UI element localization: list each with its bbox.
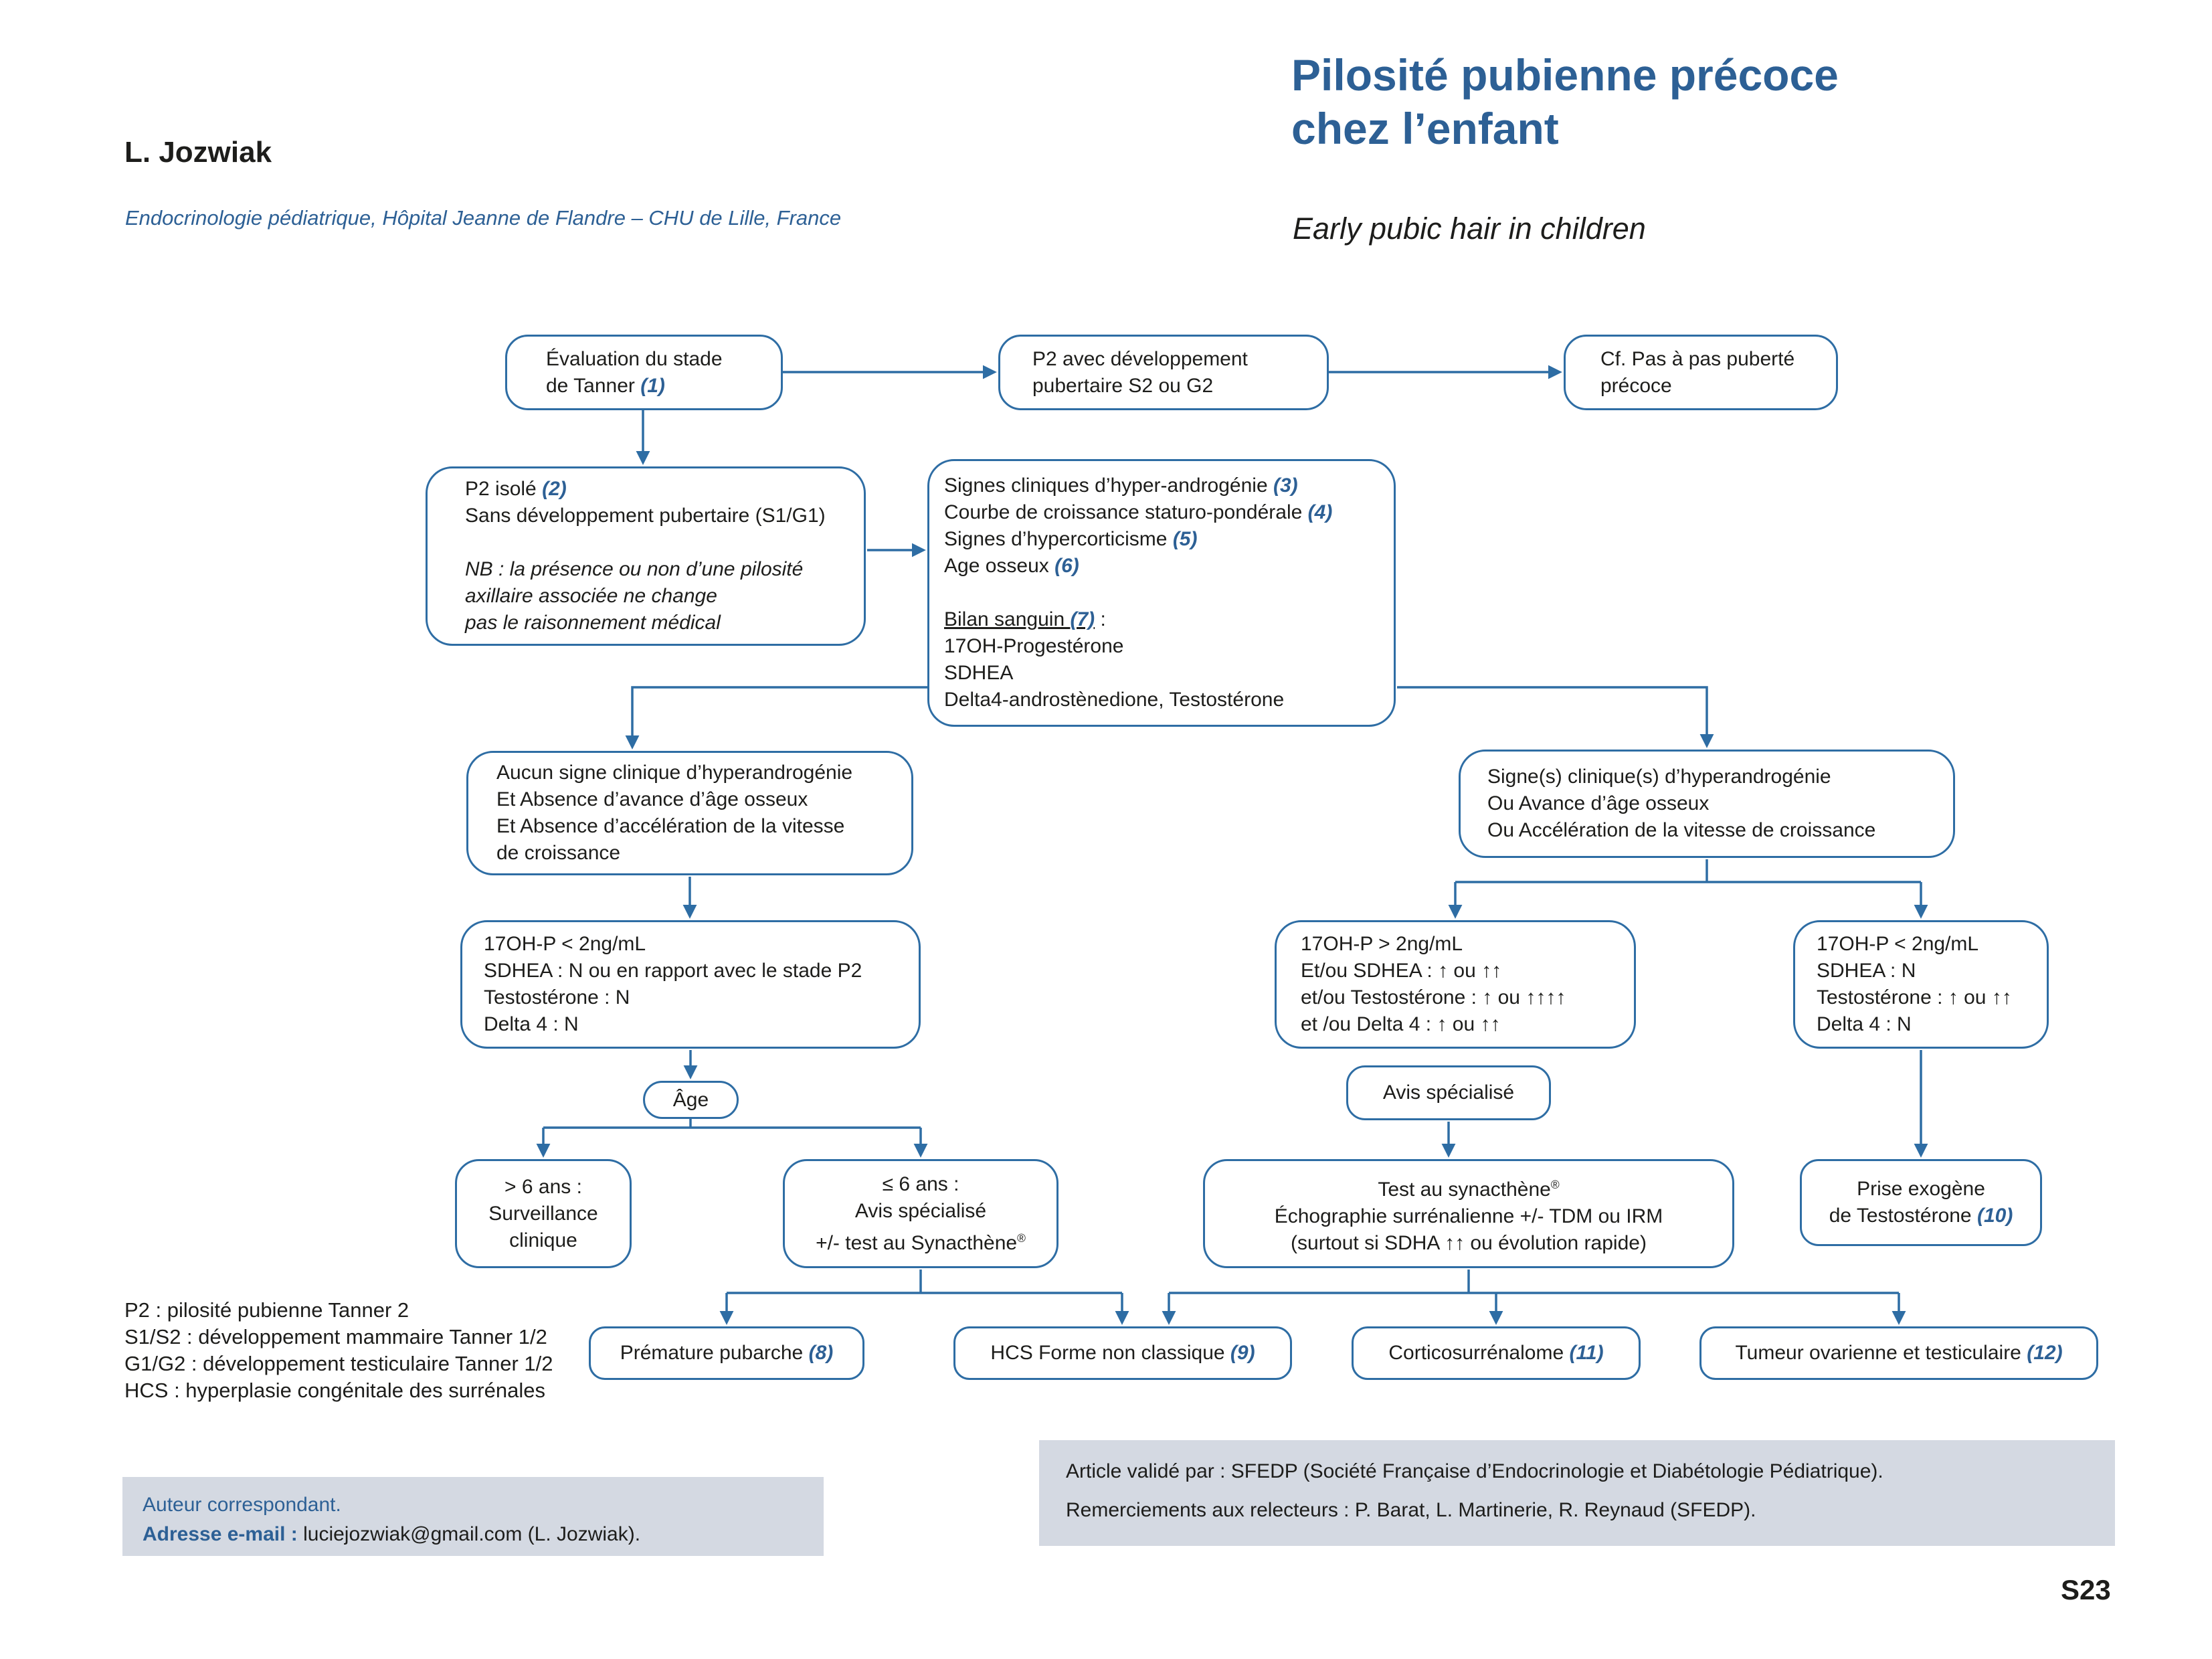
box-line <box>1817 984 2012 1011</box>
reference-number: (6) <box>1054 555 1079 577</box>
reference-number: (9) <box>1230 1342 1255 1364</box>
acknowledgements-line: Remerciements aux relecteurs : P. Barat, L. Martinerie, R. Reynaud (SFEDP). <box>1066 1499 1756 1521</box>
box-text: 17OH-Progestérone <box>944 635 1124 657</box>
reference-number: (5) <box>1172 528 1198 550</box>
box-line-bilan-sanguin <box>944 606 1106 633</box>
flow-box-testo-elevee <box>1793 920 2049 1049</box>
box-text: Age osseux <box>944 555 1055 577</box>
abbreviations-legend <box>124 1297 553 1404</box>
box-line <box>1817 958 1916 984</box>
box-line <box>944 633 1123 660</box>
box-line <box>620 1340 834 1367</box>
connector-arrow <box>1397 687 1707 736</box>
reference-number: (8) <box>808 1342 834 1364</box>
flow-box-prise-exogene <box>1800 1159 2042 1246</box>
box-text: Testostérone : N <box>484 986 630 1009</box>
email-line <box>143 1520 804 1549</box>
box-text: Prise exogène <box>1857 1178 1985 1200</box>
box-line <box>509 1227 577 1254</box>
box-text: Delta 4 : N <box>484 1013 579 1035</box>
box-text: et/ou Testostérone : ↑ ou ↑↑↑↑ <box>1301 986 1566 1009</box>
box-text: SDHEA : N ou en rapport avec le stade P2 <box>484 960 862 982</box>
box-text: 17OH-P > 2ng/mL <box>1301 933 1463 955</box>
box-line <box>1275 1203 1663 1230</box>
box-line <box>465 476 567 503</box>
flow-box-signes-presents <box>1459 750 1955 858</box>
flow-box-inf-6-ans <box>783 1159 1058 1268</box>
box-line <box>484 984 630 1011</box>
box-line <box>883 1171 959 1198</box>
box-line <box>1600 346 1794 373</box>
box-line <box>1817 1011 1912 1038</box>
box-text: Et Absence d’avance d’âge osseux <box>496 788 808 810</box>
box-text: Delta 4 : N <box>1817 1013 1912 1035</box>
box-text: de Testostérone <box>1829 1205 1977 1227</box>
box-text: Signes cliniques d’hyper-androgénie <box>944 474 1273 497</box>
box-text: Delta4-androstènedione, Testostérone <box>944 689 1285 711</box>
author-name: L. Jozwiak <box>124 136 272 169</box>
flow-box-hcs-non-classique <box>953 1326 1292 1380</box>
box-text: 17OH-P < 2ng/mL <box>1817 933 1979 955</box>
box-text: Corticosurrénalome <box>1388 1342 1570 1364</box>
box-line <box>496 786 808 813</box>
box-line <box>504 1174 582 1201</box>
box-text: Ou Accélération de la vitesse de croissance <box>1487 819 1876 841</box>
box-line <box>944 526 1197 553</box>
box-line <box>990 1340 1255 1367</box>
box-text: P2 isolé <box>465 478 543 500</box>
box-text: Tumeur ovarienne et testiculaire <box>1735 1342 2027 1364</box>
box-line <box>1600 373 1672 400</box>
box-line <box>944 687 1284 713</box>
box-line <box>673 1087 709 1114</box>
flow-box-cf-puberte-precoce <box>1564 335 1838 410</box>
box-text: SDHEA : N <box>1817 960 1916 982</box>
box-line <box>1291 1230 1647 1257</box>
page-number: S23 <box>2061 1574 2111 1605</box>
box-text: Sans développement pubertaire (S1/G1) <box>465 505 826 527</box>
validation-line: Article validé par : SFEDP (Société Française d’Endocrinologie et Diabétologie Pédiatrique). <box>1066 1460 1883 1482</box>
box-text: Avis spécialisé <box>1382 1081 1515 1104</box>
box-text: Test au synacthène <box>1378 1178 1551 1201</box>
box-text: +/- test au Synacthène <box>816 1231 1018 1254</box>
reference-number: (12) <box>2027 1342 2063 1364</box>
correspondence-box <box>122 1477 824 1556</box>
box-line <box>484 1011 579 1038</box>
box-line <box>465 583 717 610</box>
box-text: Testostérone : ↑ ou ↑↑ <box>1817 986 2012 1009</box>
legend-line: HCS : hyperplasie congénitale des surrénales <box>124 1379 545 1402</box>
box-line <box>816 1225 1026 1257</box>
box-text: Ou Avance d’âge osseux <box>1487 792 1710 814</box>
box-line <box>1735 1340 2062 1367</box>
box-line <box>546 346 723 373</box>
box-line <box>496 840 620 867</box>
flow-node-avis-specialise <box>1346 1065 1551 1120</box>
box-line <box>496 760 852 786</box>
box-text: et /ou Delta 4 : ↑ ou ↑↑ <box>1301 1013 1501 1035</box>
box-line <box>855 1198 986 1225</box>
box-line <box>1301 931 1463 958</box>
flow-box-bilan-eleve <box>1275 920 1636 1049</box>
legend-line: S1/S2 : développement mammaire Tanner 1/2 <box>124 1325 547 1348</box>
box-text: Cf. Pas à pas puberté <box>1600 347 1795 370</box>
reference-number: (11) <box>1569 1342 1604 1364</box>
box-line <box>484 931 646 958</box>
box-line <box>944 660 1013 687</box>
box-line <box>465 503 826 529</box>
box-line <box>1301 984 1566 1011</box>
flow-box-p2-avec-developpement <box>998 335 1329 410</box>
validation-box <box>1039 1440 2115 1546</box>
box-line <box>488 1201 597 1227</box>
box-text: précoce <box>1600 374 1672 397</box>
box-text: Prémature pubarche <box>620 1342 809 1364</box>
box-line <box>1829 1203 2013 1229</box>
box-text: pubertaire S2 ou G2 <box>1032 374 1214 397</box>
box-text: SDHEA <box>944 662 1014 684</box>
box-text: clinique <box>509 1229 577 1251</box>
box-text: P2 avec développement <box>1032 347 1248 370</box>
box-text: de croissance <box>496 842 621 864</box>
box-text: Signe(s) clinique(s) d’hyperandrogénie <box>1487 766 1831 788</box>
box-line <box>484 958 862 984</box>
flow-box-bilan-normal <box>460 920 921 1049</box>
box-text: Bilan sanguin <box>944 608 1071 630</box>
box-text: > 6 ans : <box>504 1175 582 1198</box>
box-line <box>1032 346 1248 373</box>
box-line <box>1388 1340 1603 1367</box>
box-line <box>1487 790 1709 817</box>
box-line <box>1817 931 1978 958</box>
box-line <box>496 813 844 840</box>
connector-arrow <box>632 687 927 737</box>
box-text: : <box>1095 608 1106 630</box>
registered-mark: ® <box>1017 1231 1026 1245</box>
flow-box-premature-pubarche <box>589 1326 864 1380</box>
box-line <box>465 610 721 636</box>
box-line <box>1857 1176 1985 1203</box>
box-text: Et/ou SDHEA : ↑ ou ↑↑ <box>1301 960 1502 982</box>
box-line <box>944 499 1332 526</box>
box-text: axillaire associée ne change <box>465 585 717 607</box>
flow-box-aucun-signe <box>466 751 913 875</box>
box-line <box>1487 817 1875 844</box>
box-text: Surveillance <box>488 1202 598 1225</box>
article-title-line2: chez l’enfant <box>1291 104 1559 153</box>
flow-box-sup-6-ans <box>455 1159 632 1268</box>
box-text: Évaluation du stade <box>546 347 723 370</box>
legend-line: P2 : pilosité pubienne Tanner 2 <box>124 1298 409 1322</box>
flow-box-corticosurrenalome <box>1352 1326 1641 1380</box>
reference-number: (4) <box>1307 501 1333 523</box>
box-text: Courbe de croissance staturo-pondérale <box>944 501 1308 523</box>
flow-box-tumeur-ovarienne-testiculaire <box>1699 1326 2098 1380</box>
flow-box-test-synacthene <box>1203 1159 1734 1268</box>
registered-mark: ® <box>1550 1177 1560 1191</box>
reference-number: (7) <box>1070 608 1095 630</box>
box-text: Signes d’hypercorticisme <box>944 528 1173 550</box>
box-line <box>1032 373 1213 400</box>
box-text: HCS Forme non classique <box>990 1342 1230 1364</box>
reference-number: (1) <box>640 374 665 397</box>
legend-line: G1/G2 : développement testiculaire Tanner 1/2 <box>124 1352 553 1375</box>
box-text: Aucun signe clinique d’hyperandrogénie <box>496 762 853 784</box>
flow-box-evaluation-tanner <box>505 335 783 410</box>
box-text: pas le raisonnement médical <box>465 612 721 634</box>
box-line <box>1487 764 1831 790</box>
box-line <box>546 373 665 400</box>
flow-node-age <box>643 1081 739 1119</box>
correspondent-label: Auteur correspondant. <box>143 1494 341 1516</box>
box-line <box>1383 1079 1514 1106</box>
reference-number: (3) <box>1273 474 1298 497</box>
email-address[interactable]: luciejozwiak@gmail.com (L. Jozwiak). <box>303 1523 641 1545</box>
author-affiliation: Endocrinologie pédiatrique, Hôpital Jeanne de Flandre – CHU de Lille, France <box>125 206 842 230</box>
box-text: 17OH-P < 2ng/mL <box>484 933 646 955</box>
box-text: de Tanner <box>546 374 641 397</box>
email-label: Adresse e-mail : <box>143 1523 304 1545</box>
box-text: NB : la présence ou non d’une pilosité <box>465 558 804 580</box>
box-line <box>1301 1011 1501 1038</box>
reference-number: (10) <box>1976 1205 2013 1227</box>
box-line <box>944 472 1298 499</box>
box-text: (surtout si SDHA ↑↑ ou évolution rapide) <box>1291 1231 1647 1254</box>
article-title-line1: Pilosité pubienne précoce <box>1291 50 1839 100</box>
box-line <box>465 556 803 583</box>
flow-box-signes-cliniques-bilan <box>927 459 1396 727</box>
box-line <box>1301 958 1501 984</box>
box-text: Âge <box>672 1088 709 1111</box>
box-line <box>944 553 1079 580</box>
box-line <box>1378 1171 1559 1203</box>
box-text: Avis spécialisé <box>854 1199 987 1222</box>
flow-box-p2-isole <box>426 466 866 646</box>
reference-number: (2) <box>542 478 567 500</box>
box-text: ≤ 6 ans : <box>882 1172 959 1195</box>
article-subtitle-english: Early pubic hair in children <box>1293 211 1646 246</box>
box-text: Et Absence d’accélération de la vitesse <box>496 815 845 837</box>
box-text: Échographie surrénalienne +/- TDM ou IRM <box>1274 1205 1663 1227</box>
